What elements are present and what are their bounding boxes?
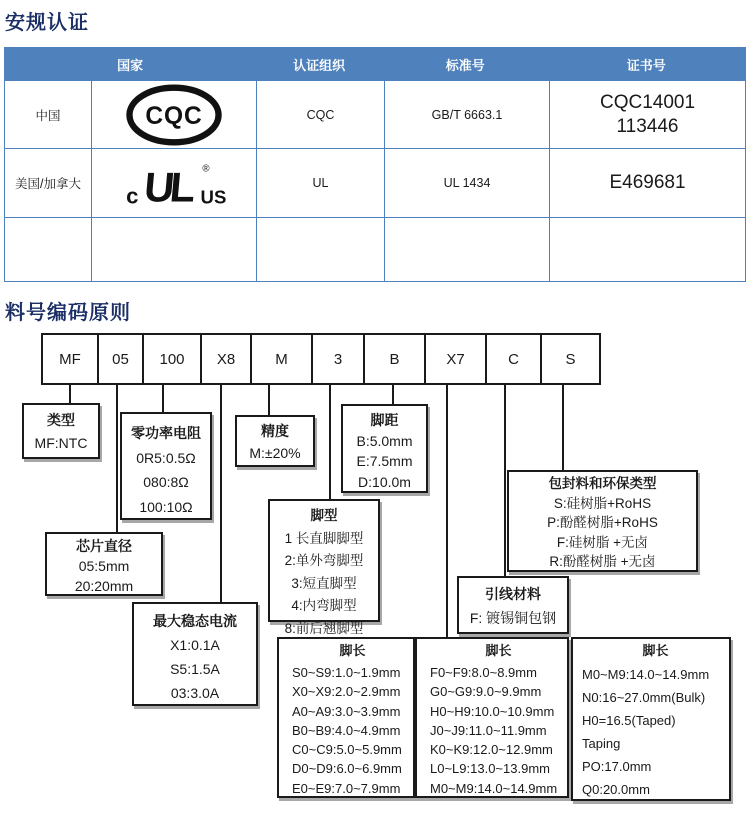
legend-pin-pitch — [341, 404, 428, 493]
legend-precision — [235, 415, 315, 467]
header-certificate: 证书号 — [626, 57, 666, 73]
legend-line: M0~M9:14.0~14.9mm — [430, 780, 558, 796]
cell-standard: GB/T 6663.1 — [384, 81, 549, 148]
legend-line: S0~S9:1.0~1.9mm — [292, 665, 401, 680]
cell-certificate — [549, 149, 745, 217]
connector-line — [392, 385, 394, 406]
code-segment-type: MF — [41, 333, 99, 385]
svg-text:US: US — [200, 186, 227, 208]
certificate-number-line: CQC14001 — [599, 91, 696, 113]
legend-line: 05:5mm — [78, 558, 130, 574]
legend-line: 100:10Ω — [139, 498, 193, 515]
cell-organization: CQC — [256, 81, 384, 148]
table-row-usa-canada — [5, 148, 745, 217]
legend-line: M0~M9:14.0~14.9mm — [582, 667, 710, 682]
legend-line: S5:1.5A — [170, 661, 220, 677]
code-segment-encapsulation: S — [540, 333, 601, 385]
legend-pin-type — [268, 499, 380, 636]
cell-logo — [91, 218, 256, 281]
legend-line: 03:3.0A — [170, 685, 220, 701]
legend-title: 最大稳态电流 — [153, 613, 237, 629]
legend-leg-length-1 — [277, 637, 415, 798]
code-segment-resistance: 100 — [142, 333, 202, 385]
legend-title: 引线材料 — [485, 586, 541, 602]
cell-organization — [256, 218, 384, 281]
table-header-row — [5, 48, 745, 80]
connector-line — [162, 385, 164, 413]
section-title-part-number-coding: 料号编码原则 — [5, 302, 131, 324]
legend-line: 20:20mm — [74, 578, 134, 594]
legend-line: S:硅树脂+RoHS — [553, 495, 652, 511]
legend-line: A0~A9:3.0~3.9mm — [292, 703, 401, 719]
legend-title: 精度 — [261, 423, 289, 439]
legend-title: 包封料和环保类型 — [548, 476, 657, 491]
legend-line: 4:内弯脚型 — [291, 598, 357, 613]
legend-title: 零功率电阻 — [131, 425, 201, 441]
legend-line: 0R5:0.5Ω — [136, 449, 196, 466]
legend-type — [22, 403, 100, 459]
cell-country — [5, 218, 91, 281]
legend-line: X0~X9:2.0~2.9mm — [292, 684, 401, 700]
table-row-china — [5, 80, 745, 148]
code-segment-pin-type: 3 — [311, 333, 365, 385]
svg-text:UL: UL — [142, 163, 194, 211]
legend-encapsulation — [507, 470, 698, 572]
code-segment-precision: M — [250, 333, 313, 385]
legend-line: E:7.5mm — [356, 453, 413, 469]
certification-table — [4, 47, 746, 282]
code-segment-chip-diameter: 05 — [97, 333, 144, 385]
legend-line: L0~L9:13.0~13.9mm — [430, 761, 550, 777]
legend-line: B:5.0mm — [356, 432, 413, 449]
table-row-empty — [5, 217, 745, 281]
header-country: 国家 — [117, 57, 144, 73]
legend-line: Q0:20.0mm — [582, 782, 650, 797]
legend-line: H0~H9:10.0~10.9mm — [430, 703, 555, 719]
legend-title: 脚长 — [339, 643, 366, 658]
connector-line — [69, 385, 71, 405]
svg-text:CQC: CQC — [145, 102, 203, 130]
certificate-number-line: E469681 — [609, 172, 686, 194]
legend-line: F: 镀锡铜包钢 — [469, 610, 557, 626]
cell-country: 中国 — [35, 108, 61, 123]
legend-lead-material — [457, 576, 569, 634]
legend-line: D:10.0m — [358, 473, 411, 490]
legend-line: P:酚醛树脂+RoHS — [547, 515, 658, 530]
legend-zero-power-resistance — [120, 412, 212, 520]
code-segment-leg-length: X7 — [424, 333, 487, 385]
connector-line — [562, 385, 564, 471]
certificate-number-line: 113446 — [616, 115, 679, 137]
legend-line: 3:短直脚型 — [291, 575, 357, 591]
legend-title: 脚长 — [485, 643, 512, 658]
section-title-safety-certification: 安规认证 — [5, 12, 89, 34]
legend-line: E0~E9:7.0~7.9mm — [292, 780, 401, 796]
legend-line: F0~F9:8.0~8.9mm — [430, 665, 537, 680]
legend-line: 2:单外弯脚型 — [284, 553, 364, 568]
legend-line: PO:17.0mm — [582, 759, 652, 774]
cell-standard: UL 1434 — [384, 149, 549, 217]
legend-title: 脚距 — [370, 412, 399, 428]
cell-country: 美国/加拿大 — [15, 177, 81, 191]
code-segment-lead-material: C — [485, 333, 542, 385]
legend-line: 080:8Ω — [143, 474, 189, 490]
legend-line: 1 长直脚脚型 — [284, 530, 364, 546]
legend-title: 脚型 — [310, 508, 338, 523]
legend-line: H0=16.5(Taped) — [582, 713, 676, 728]
ul-cus-logo-icon — [119, 152, 229, 214]
legend-line: X1:0.1A — [170, 637, 220, 653]
cell-standard — [384, 218, 549, 281]
svg-text:®: ® — [202, 163, 210, 175]
legend-leg-length-3 — [571, 637, 731, 801]
connector-line — [446, 385, 448, 638]
cell-certificate — [549, 81, 745, 148]
legend-line: F:硅树脂 +无卤 — [556, 534, 649, 550]
legend-line: MF:NTC — [34, 435, 88, 451]
legend-chip-diameter — [45, 532, 163, 596]
connector-line — [329, 385, 331, 500]
legend-title: 脚长 — [642, 643, 669, 658]
connector-line — [268, 385, 270, 416]
legend-line: 8:前后翘脚型 — [284, 620, 364, 636]
svg-text:c: c — [126, 183, 139, 209]
connector-line — [504, 385, 506, 577]
legend-line: Taping — [582, 736, 621, 751]
cell-logo — [91, 149, 256, 217]
legend-line: C0~C9:5.0~5.9mm — [292, 742, 402, 758]
legend-max-steady-current — [132, 602, 258, 706]
legend-line: D0~D9:6.0~6.9mm — [292, 761, 402, 777]
cqc-logo-icon — [124, 83, 224, 147]
connector-line — [116, 385, 118, 533]
legend-line: G0~G9:9.0~9.9mm — [430, 684, 542, 700]
header-organization: 认证组织 — [293, 57, 346, 73]
cell-certificate — [549, 218, 745, 281]
legend-leg-length-2 — [415, 637, 569, 798]
legend-line: B0~B9:4.0~4.9mm — [292, 722, 401, 738]
code-segment-max-current: X8 — [200, 333, 252, 385]
cell-logo — [91, 81, 256, 148]
legend-title: 类型 — [47, 412, 75, 428]
legend-line: N0:16~27.0mm(Bulk) — [582, 690, 706, 705]
cell-organization: UL — [256, 149, 384, 217]
code-segment-pin-pitch: B — [363, 333, 426, 385]
connector-line — [220, 385, 222, 603]
legend-line: K0~K9:12.0~12.9mm — [430, 742, 553, 758]
header-standard: 标准号 — [445, 57, 485, 73]
legend-line: J0~J9:11.0~11.9mm — [430, 722, 547, 738]
legend-title: 芯片直径 — [76, 538, 132, 554]
legend-line: R:酚醛树脂 +无卤 — [549, 554, 656, 569]
legend-line: M:±20% — [249, 445, 301, 461]
